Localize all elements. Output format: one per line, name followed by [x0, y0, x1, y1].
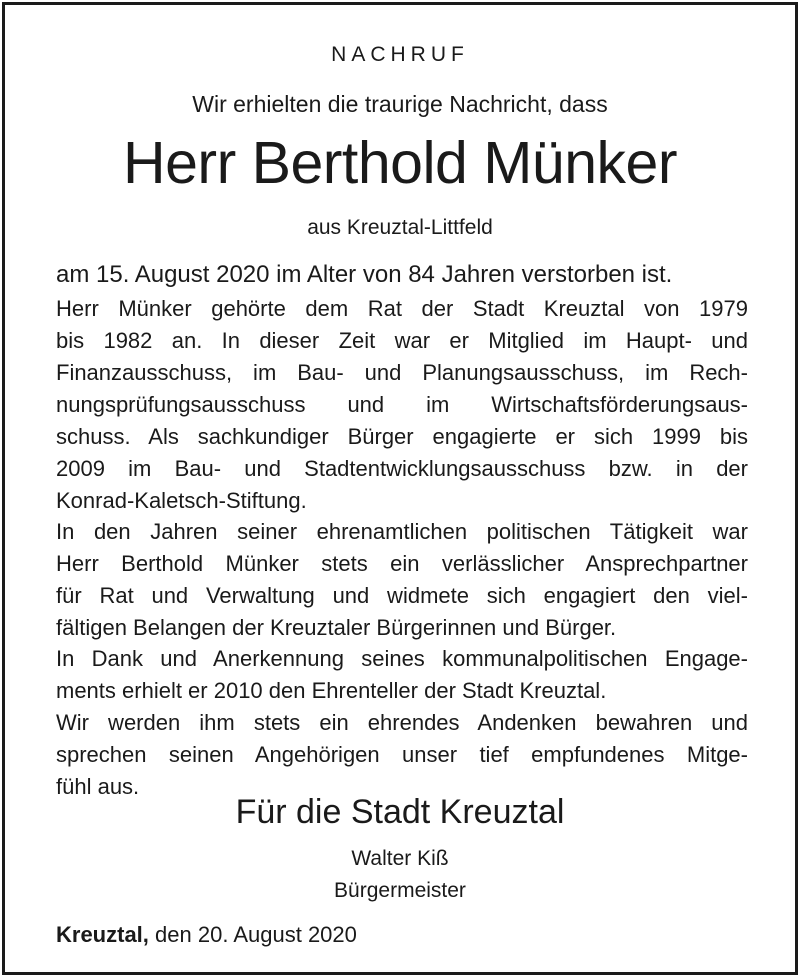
dateline	[56, 922, 357, 948]
paragraph-honor	[56, 643, 748, 707]
intro-text: Wir erhielten die traurige Nachricht, dass	[192, 91, 608, 117]
paragraph-line: In den Jahren seiner ehrenamtlichen politischen Tätigkeit war	[56, 519, 748, 544]
paragraph-line: sprechen seinen Angehörigen unser tief empfundenes Mitge-	[56, 742, 748, 767]
paragraph-line: ments erhielt er 2010 den Ehrenteller der Stadt Kreuztal.	[56, 678, 607, 703]
paragraph-line: Herr Berthold Münker stets ein verlässlicher Ansprechpartner	[56, 551, 748, 576]
paragraph-line: Wir werden ihm stets ein ehrendes Andenken bewahren und	[56, 710, 748, 735]
paragraph-line: für Rat und Verwaltung und widmete sich engagiert den viel-	[56, 583, 748, 608]
paragraph-line: nungsprüfungsausschuss und im Wirtschaftsförderungsaus-	[56, 392, 748, 417]
origin-text: aus Kreuztal-Littfeld	[307, 216, 493, 239]
paragraph-line: 2009 im Bau- und Stadtentwicklungsausschuss bzw. in der	[56, 456, 748, 481]
deceased-name: Herr Berthold Münker	[123, 130, 677, 196]
obituary-frame	[2, 2, 798, 975]
place: Kreuztal,	[56, 922, 149, 947]
date: den 20. August 2020	[155, 922, 357, 947]
signer-name: Walter Kiß	[351, 847, 449, 870]
paragraph-line: schuss. Als sachkundiger Bürger engagierte er sich 1999 bis	[56, 424, 748, 449]
paragraph-line: Herr Münker gehörte dem Rat der Stadt Kreuztal von 1979	[56, 296, 748, 321]
paragraph-line: bis 1982 an. In dieser Zeit war er Mitglied im Haupt- und	[56, 328, 748, 353]
paragraph-line: fühl aus.	[56, 774, 140, 799]
organization: Für die Stadt Kreuztal	[235, 793, 565, 831]
paragraph-line: In Dank und Anerkennung seines kommunalpolitischen Engage-	[56, 646, 748, 671]
paragraph-remembrance	[56, 707, 748, 803]
signer-title: Bürgermeister	[334, 879, 466, 902]
paragraph-career	[56, 293, 748, 517]
paragraph-line: Finanzausschuss, im Bau- und Planungsausschuss, im Rech-	[56, 360, 748, 385]
paragraph-service	[56, 516, 748, 644]
paragraph-line: fältigen Belangen der Kreuztaler Bürgerinnen und Bürger.	[56, 615, 617, 640]
death-line: am 15. August 2020 im Alter von 84 Jahren verstorben ist.	[56, 261, 673, 288]
heading: NACHRUF	[331, 43, 469, 66]
paragraph-line: Konrad-Kaletsch-Stiftung.	[56, 488, 307, 513]
signer-block	[5, 843, 795, 907]
